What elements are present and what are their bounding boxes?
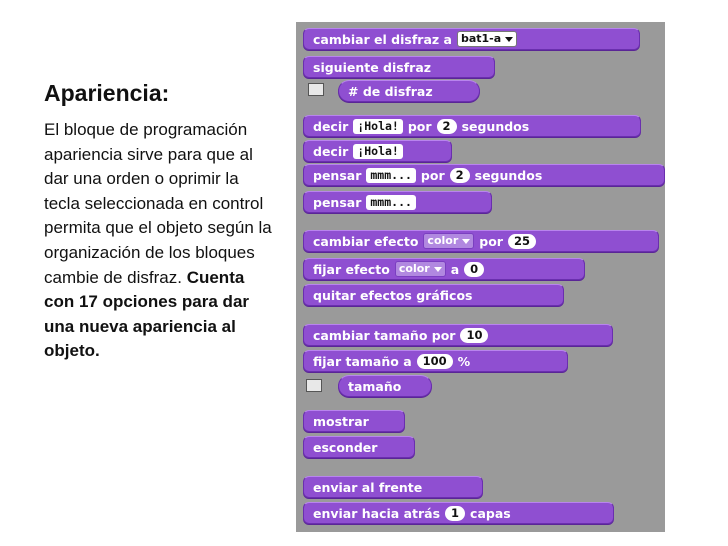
block-hide[interactable] — [303, 436, 415, 458]
block-label: mostrar — [313, 413, 369, 429]
block-change-size[interactable] — [303, 324, 613, 346]
block-say[interactable] — [303, 140, 452, 162]
text-input[interactable]: mmm... — [366, 168, 416, 183]
dropdown-value: color — [398, 262, 430, 275]
chevron-down-icon — [505, 37, 513, 42]
number-input[interactable]: 2 — [437, 119, 457, 134]
block-label: capas — [470, 505, 511, 521]
costume-dropdown[interactable] — [457, 31, 517, 47]
block-label: # de disfraz — [348, 83, 433, 99]
block-label: segundos — [474, 167, 543, 183]
block-clear-effects[interactable] — [303, 284, 564, 306]
block-label: pensar — [313, 194, 362, 210]
block-label: quitar efectos gráficos — [313, 287, 473, 303]
looks-block-palette — [296, 22, 665, 532]
block-size-reporter[interactable] — [338, 375, 432, 397]
block-label: cambiar efecto — [313, 233, 419, 249]
text-input[interactable]: ¡Hola! — [353, 144, 403, 159]
block-label: % — [457, 353, 471, 369]
block-label: fijar efecto — [313, 261, 390, 277]
dropdown-value: color — [427, 234, 459, 247]
number-input[interactable]: 10 — [460, 328, 488, 343]
block-costume-number[interactable] — [338, 80, 480, 102]
block-label: a — [450, 261, 460, 277]
number-input[interactable]: 25 — [508, 234, 536, 249]
slide-title: Apariencia: — [44, 80, 170, 106]
body-bold-text: Cuenta con 17 opciones para dar una nueva apariencia al objeto. — [44, 267, 250, 361]
chevron-down-icon — [462, 239, 470, 244]
block-switch-costume[interactable] — [303, 28, 640, 50]
costume-number-checkbox[interactable] — [308, 83, 324, 96]
effect-dropdown[interactable] — [423, 233, 474, 249]
block-go-back-layers[interactable] — [303, 502, 614, 524]
block-label: tamaño — [348, 378, 402, 394]
block-change-effect[interactable] — [303, 230, 659, 252]
block-next-costume[interactable] — [303, 56, 495, 78]
block-label: pensar — [313, 167, 362, 183]
number-input[interactable]: 0 — [464, 262, 484, 277]
block-go-to-front[interactable] — [303, 476, 483, 498]
block-label: cambiar el disfraz a — [313, 31, 452, 47]
block-label: decir — [313, 143, 349, 159]
block-label: enviar hacia atrás — [313, 505, 441, 521]
block-label: enviar al frente — [313, 479, 423, 495]
block-label: decir — [313, 118, 349, 134]
block-show[interactable] — [303, 410, 405, 432]
block-set-size[interactable] — [303, 350, 568, 372]
block-label: esconder — [313, 439, 378, 455]
block-think[interactable] — [303, 191, 492, 213]
chevron-down-icon — [434, 267, 442, 272]
text-input[interactable]: ¡Hola! — [353, 119, 403, 134]
block-say-for-secs[interactable] — [303, 115, 641, 137]
number-input[interactable]: 100 — [417, 354, 453, 369]
size-checkbox[interactable] — [306, 379, 322, 392]
dropdown-value: bat1-a — [460, 32, 502, 45]
effect-dropdown[interactable] — [395, 261, 446, 277]
block-label: por — [420, 167, 445, 183]
block-label: cambiar tamaño por — [313, 327, 456, 343]
block-label: fijar tamaño a — [313, 353, 412, 369]
block-label: por — [407, 118, 432, 134]
block-set-effect[interactable] — [303, 258, 585, 280]
block-think-for-secs[interactable] — [303, 164, 665, 186]
block-label: segundos — [461, 118, 530, 134]
number-input[interactable]: 1 — [445, 506, 465, 521]
block-label: siguiente disfraz — [313, 59, 432, 75]
body-text: El bloque de programación apariencia sirve para que al dar una orden o oprimir la tecla seleccionada en control permita que el objeto según la organización de los bloques cambie de disfraz. — [44, 120, 272, 287]
text-input[interactable]: mmm... — [366, 195, 416, 210]
number-input[interactable]: 2 — [450, 168, 470, 183]
slide-body — [44, 118, 276, 364]
block-label: por — [479, 233, 503, 249]
